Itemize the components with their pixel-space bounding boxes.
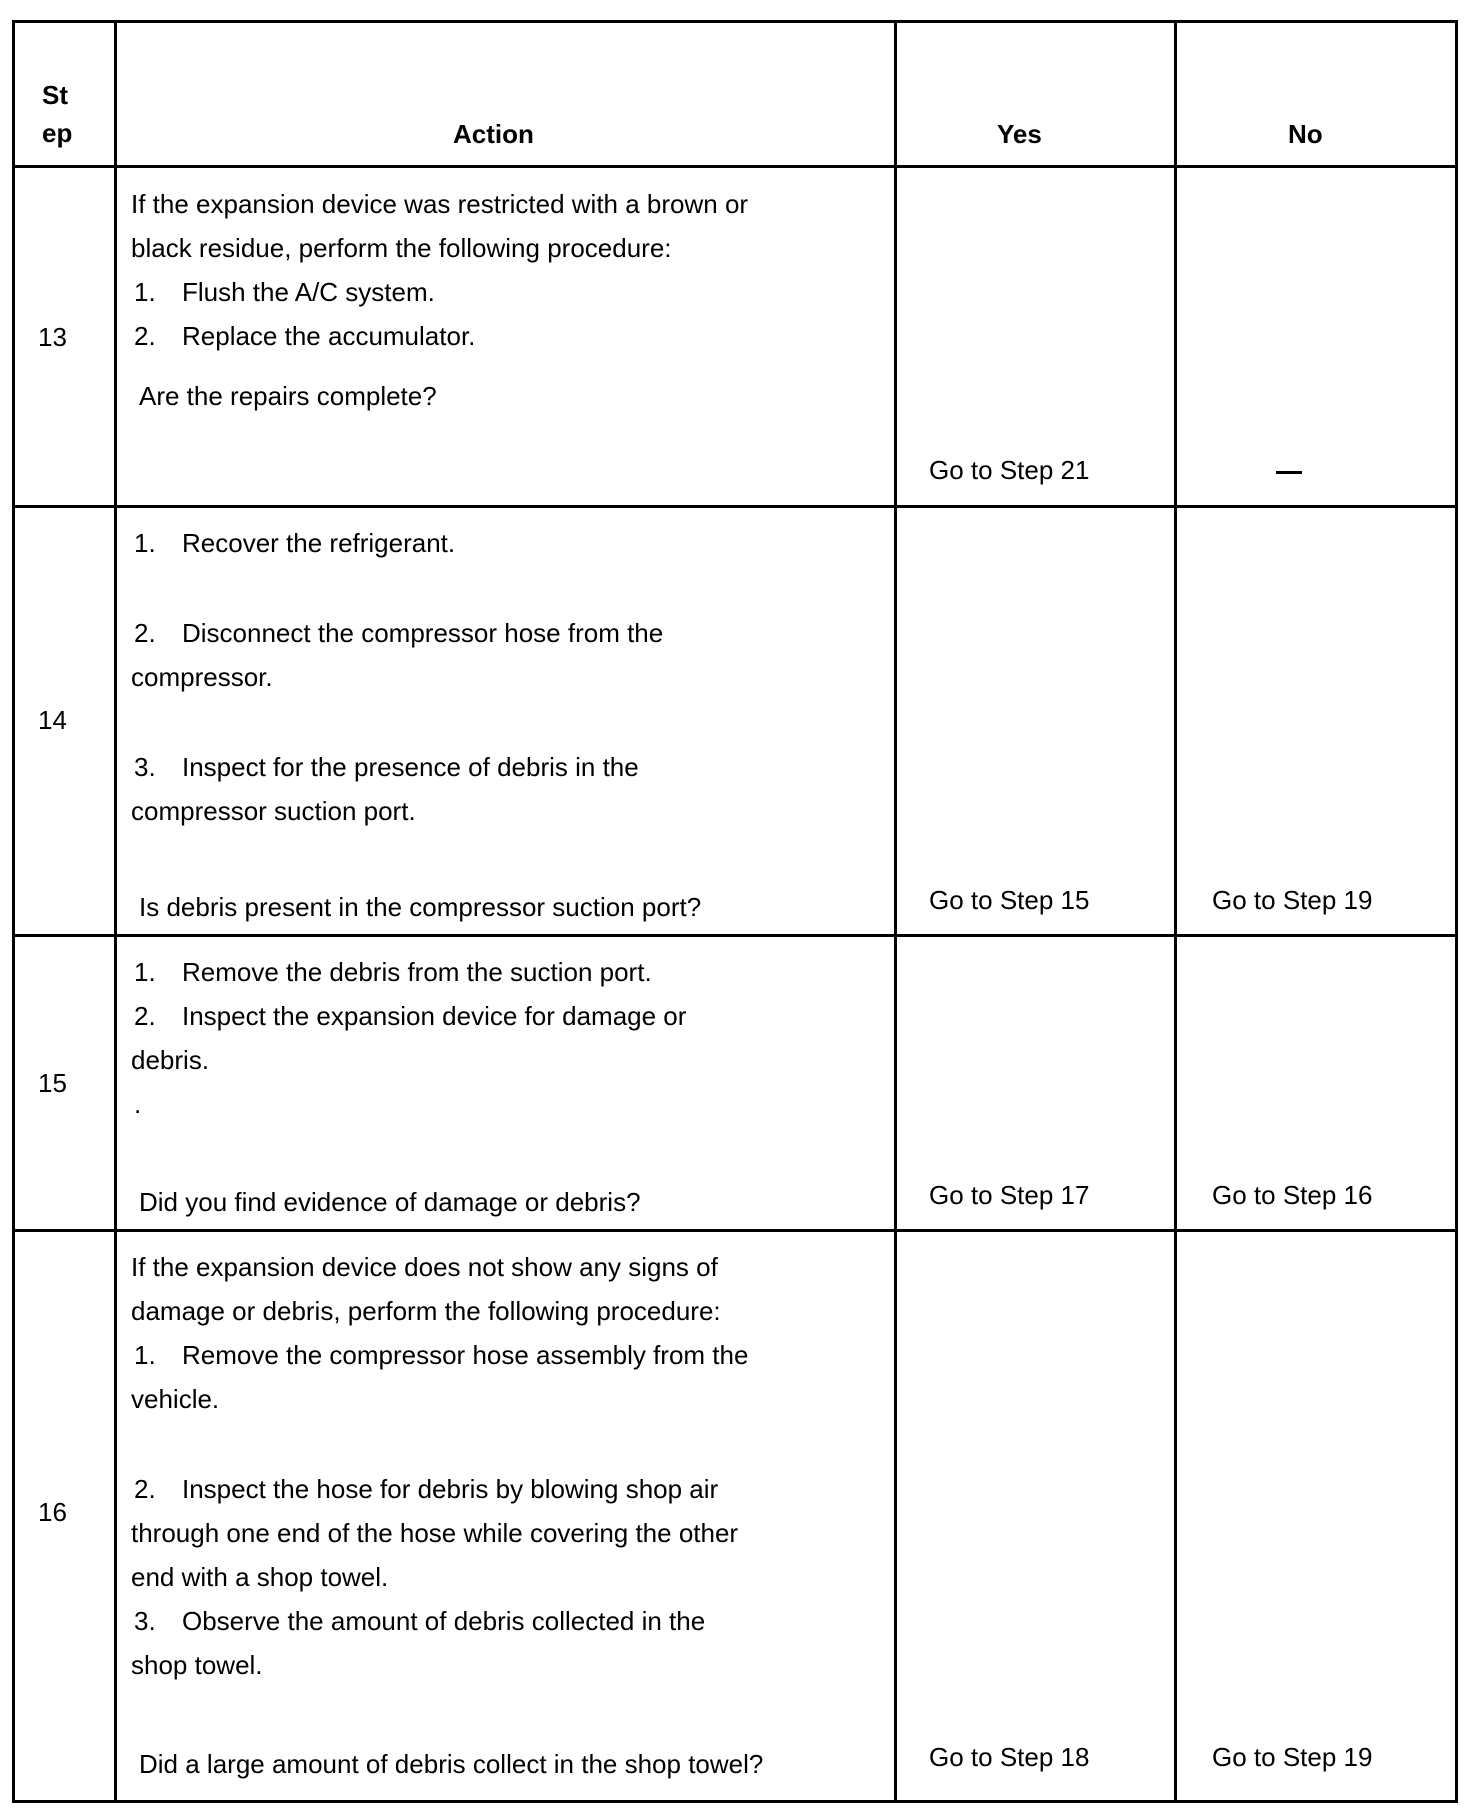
list-item (131, 1333, 748, 1377)
column-divider-step (114, 20, 117, 1803)
list-number: 2. (134, 321, 156, 351)
row-divider-15 (12, 1229, 1458, 1232)
list-item (131, 950, 686, 994)
step-number-15: 15 (38, 1068, 67, 1098)
action-cell-14-item2 (131, 611, 663, 699)
list-item (131, 1599, 738, 1643)
action-cell-13 (131, 182, 748, 358)
yes-cell-15: Go to Step 17 (929, 1180, 1090, 1210)
list-number: 1. (134, 277, 156, 307)
table-border-bottom (12, 1800, 1458, 1803)
action-text: Inspect the hose for debris by blowing shop air (182, 1474, 719, 1504)
action-text: If the expansion device was restricted with a brown or (131, 189, 749, 219)
header-step-line1: St (42, 80, 68, 110)
action-text: Flush the A/C system. (182, 277, 435, 307)
column-divider-yes (1174, 20, 1177, 1803)
table-border-left (12, 20, 15, 1803)
list-number: 3. (134, 1606, 156, 1636)
header-action: Action (453, 119, 534, 149)
no-cell-13-dash (1276, 471, 1302, 474)
stray-mark: . (134, 1089, 142, 1119)
no-cell-16: Go to Step 19 (1212, 1742, 1373, 1772)
header-step-line2: ep (42, 118, 73, 148)
action-cell-16-item2 (131, 1467, 738, 1687)
diagnostic-table (12, 20, 1458, 1803)
action-text: compressor. (131, 662, 273, 692)
header-step (42, 76, 72, 152)
list-number: 1. (134, 957, 156, 987)
action-text: shop towel. (131, 1650, 263, 1680)
action-text: damage or debris, perform the following procedure: (131, 1296, 721, 1326)
list-item (131, 314, 748, 358)
action-text: Recover the refrigerant. (182, 528, 456, 558)
action-text: Remove the compressor hose assembly from the (182, 1340, 749, 1370)
step-number-16: 16 (38, 1497, 67, 1527)
action-text: If the expansion device does not show any signs of (131, 1252, 718, 1282)
question-13: Are the repairs complete? (139, 381, 437, 411)
no-cell-14: Go to Step 19 (1212, 885, 1373, 915)
action-text: Inspect the expansion device for damage or (182, 1001, 687, 1031)
action-text: Inspect for the presence of debris in the (182, 752, 639, 782)
action-text: Disconnect the compressor hose from the (182, 618, 664, 648)
list-item (131, 270, 748, 314)
no-cell-15: Go to Step 16 (1212, 1180, 1373, 1210)
header-no: No (1288, 119, 1323, 149)
action-text: vehicle. (131, 1384, 220, 1414)
step-number-14: 14 (38, 705, 67, 735)
question-15: Did you find evidence of damage or debris? (139, 1187, 641, 1217)
action-text: Observe the amount of debris collected in the (182, 1606, 706, 1636)
question-14: Is debris present in the compressor suction port? (139, 892, 702, 922)
list-number: 1. (134, 528, 156, 558)
action-text: compressor suction port. (131, 796, 416, 826)
row-divider-14 (12, 934, 1458, 937)
list-number: 1. (134, 1340, 156, 1370)
header-yes: Yes (997, 119, 1042, 149)
list-item (131, 1467, 738, 1511)
action-text: end with a shop towel. (131, 1562, 389, 1592)
action-text: Replace the accumulator. (182, 321, 476, 351)
step-number-13: 13 (38, 322, 67, 352)
table-border-top (12, 20, 1458, 23)
list-number: 3. (134, 752, 156, 782)
action-cell-14 (131, 521, 455, 565)
yes-cell-13: Go to Step 21 (929, 455, 1090, 485)
table-border-right (1455, 20, 1458, 1803)
list-item (131, 994, 686, 1038)
list-number: 2. (134, 1001, 156, 1031)
list-number: 2. (134, 618, 156, 648)
list-item (131, 745, 639, 789)
column-divider-action (894, 20, 897, 1803)
action-text: debris. (131, 1045, 210, 1075)
yes-cell-16: Go to Step 18 (929, 1742, 1090, 1772)
list-item (131, 611, 663, 655)
action-cell-15 (131, 950, 686, 1126)
action-cell-16 (131, 1245, 748, 1421)
yes-cell-14: Go to Step 15 (929, 885, 1090, 915)
list-number: 2. (134, 1474, 156, 1504)
action-text: through one end of the hose while covering the other (131, 1518, 739, 1548)
action-cell-14-item3 (131, 745, 639, 833)
action-text: black residue, perform the following procedure: (131, 233, 672, 263)
action-text: Remove the debris from the suction port. (182, 957, 652, 987)
row-divider-header (12, 165, 1458, 168)
row-divider-13 (12, 505, 1458, 508)
question-16: Did a large amount of debris collect in the shop towel? (139, 1749, 764, 1779)
list-item (131, 521, 455, 565)
